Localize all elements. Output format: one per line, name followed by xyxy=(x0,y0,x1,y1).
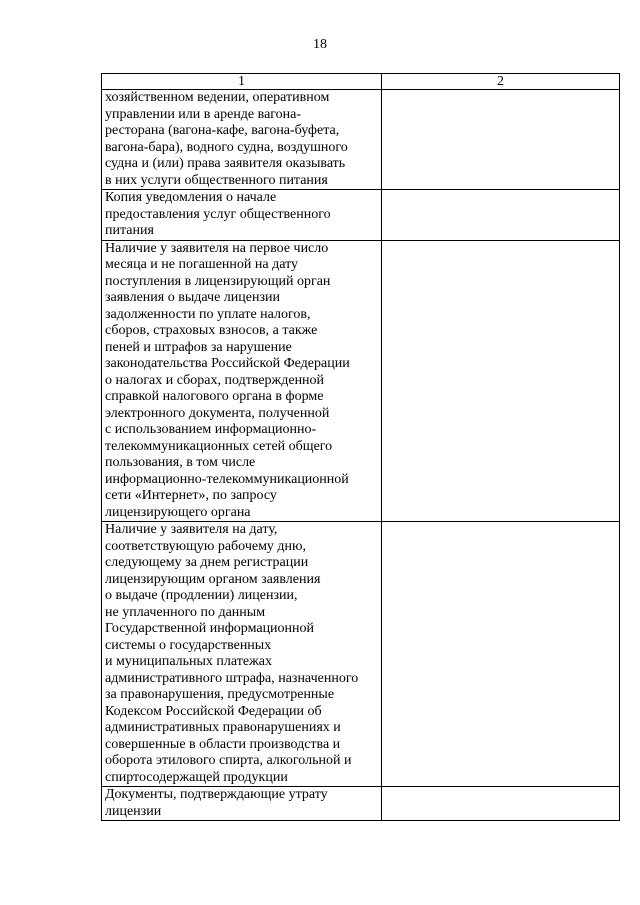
table-cell-value xyxy=(382,522,620,787)
table-header-row xyxy=(102,74,620,90)
table-cell-value xyxy=(382,787,620,821)
table-cell-value xyxy=(382,90,620,190)
page-number: 18 xyxy=(313,37,327,52)
table-row xyxy=(102,190,620,241)
column-header-1: 1 xyxy=(102,74,382,90)
table-cell-description: Документы, подтверждающие утрату лицензии xyxy=(102,787,382,821)
column-header-2: 2 xyxy=(382,74,620,90)
table-cell-value xyxy=(382,240,620,522)
requirements-table xyxy=(101,73,620,821)
table-row xyxy=(102,522,620,787)
table-cell-description: Наличие у заявителя на дату, соответствующую рабочему дню, следующему за днем регистрации лицензирующим органом заявления о выдаче (продлении) лицензии, не уплаченного по данным Государственной информационной системы о государственных и муниципальных платежах административного штрафа, назначенного за правонарушения, предусмотренные Кодексом Российской Федерации об административных правонарушениях и совершенные в области производства и оборота этилового спирта, алкогольной и спиртосодержащей продукции xyxy=(102,522,382,787)
table-cell-value xyxy=(382,190,620,241)
table-row xyxy=(102,787,620,821)
table-row xyxy=(102,90,620,190)
table-row xyxy=(102,240,620,522)
table-cell-description: Наличие у заявителя на первое число месяца и не погашенной на дату поступления в лицензирующий орган заявления о выдаче лицензии задолженности по уплате налогов, сборов, страховых взносов, а также пеней и штрафов за нарушение законодательства Российской Федерации о налогах и сборах, подтвержденной справкой налогового органа в форме электронного документа, полученной с использованием информационно- телекоммуникационных сетей общего пользования, в том числе информационно-телекоммуникационной сети «Интернет», по запросу лицензирующего органа xyxy=(102,240,382,522)
table-cell-description: Копия уведомления о начале предоставления услуг общественного питания xyxy=(102,190,382,241)
table-cell-description: хозяйственном ведении, оперативном управлении или в аренде вагона- ресторана (вагона-кафе, вагона-буфета, вагона-бара), водного судна, воздушного судна и (или) права заявителя оказывать в них услуги общественного питания xyxy=(102,90,382,190)
